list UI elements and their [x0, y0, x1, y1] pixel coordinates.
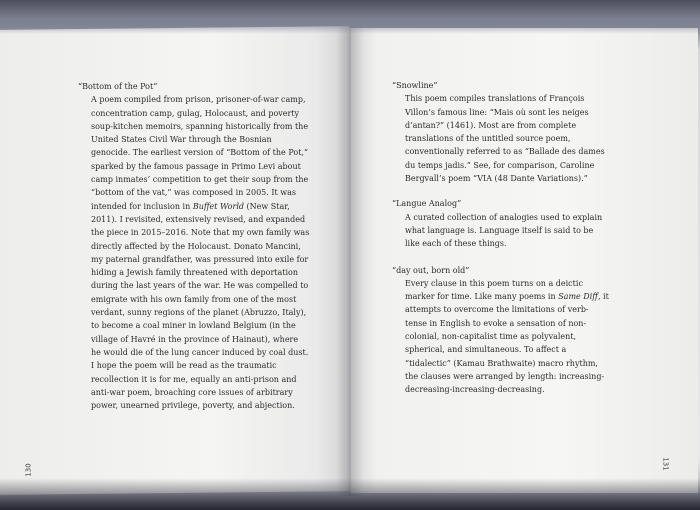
entry-body-text: Every clause in this poem turns on a deictic marker for time. Like many poems in [405, 278, 583, 302]
left-page-text [78, 80, 310, 412]
entry-body-langue-analog: A curated collection of analogies used to explain what language is. Language itself is said to be like each of these things. [405, 212, 603, 249]
entry-title-snowline: “Snowline” [392, 81, 438, 90]
page-number-left: 130 [24, 463, 33, 477]
right-page-text [392, 79, 610, 397]
entry-body-text: A poem compiled from prison, prisoner-of-war camp, concentration camp, gulag, Holocaust, and poverty soup-kitchen memoirs, spanning historically from the United States Civil War through the Bosnian genocide. The earliest version of “Bottom of the Pot,” sparked by the famous passage in Primo Levi about camp inmates’ competition to get their soup from the “bottom of the vat,” was composed in 2005. It was intended for inclusion in [91, 95, 309, 211]
entry-body-text: , it attempts to overcome the limitations of verb-tense in English to evoke a sensation of non-colonial, non-capitalist time as polyvalent, spherical, and simultaneous. To affect a “tidalectic” (Kamau Brathwaite) macro rhythm, the clauses were arranged by length: increasing-decreasing-increasing-decreasing. [405, 292, 609, 395]
entry-body-bottom-of-the-pot [78, 93, 310, 412]
entry-body-snowline: This poem compiles translations of François Villon’s famous line: “Mais où sont les neiges d’antan?” (1461). Most are from complete translations of the untitled source poem, conventionally referred to as “Ballade des dames du temps jadis.” See, for comparison, Caroline Bergvall’s poem “VIA (48 Dante Variations).” [405, 94, 605, 184]
page-number-right: 131 [661, 457, 670, 471]
bottom-shadow [0, 478, 700, 510]
entry-title-day-out-born-old: “day out, born old” [392, 265, 470, 275]
entry-title-bottom-of-the-pot: “Bottom of the Pot” [78, 82, 158, 91]
top-shadow [0, 0, 700, 34]
entry-italic-title: Buffet World [192, 201, 245, 211]
entry-body-day-out-born-old [392, 277, 610, 397]
entry-title-langue-analog: “Langue Analog” [392, 199, 462, 209]
book-gutter [336, 26, 364, 496]
entry-body-text: (New Star, 2011). I revisited, extensively revised, and expanded the piece in 2015–2016. Note that my own family was directly affected by the Holocaust. Donato Mancini, my paternal grandfather, was pressured into exile for hiding a Jewish family threatened with deportation during the last years of the war. He was compelled to emigrate with his own family from one of the most verdant, sunny regions of the planet (Abruzzo, Italy), to become a coal miner in lowland Belgium (in the village of Havré in the province of Hainaut), where he would die of the lung cancer induced by coal dust. I hope the poem will be read as the traumatic recollection it is for me, equally an anti-prison and anti-war poem, broaching core issues of arbitrary power, unearned privilege, poverty, and abjection. [91, 201, 310, 411]
entry-spacer [392, 251, 610, 264]
entry-italic-title: Same Diff [558, 292, 598, 302]
entry-spacer [392, 185, 610, 197]
